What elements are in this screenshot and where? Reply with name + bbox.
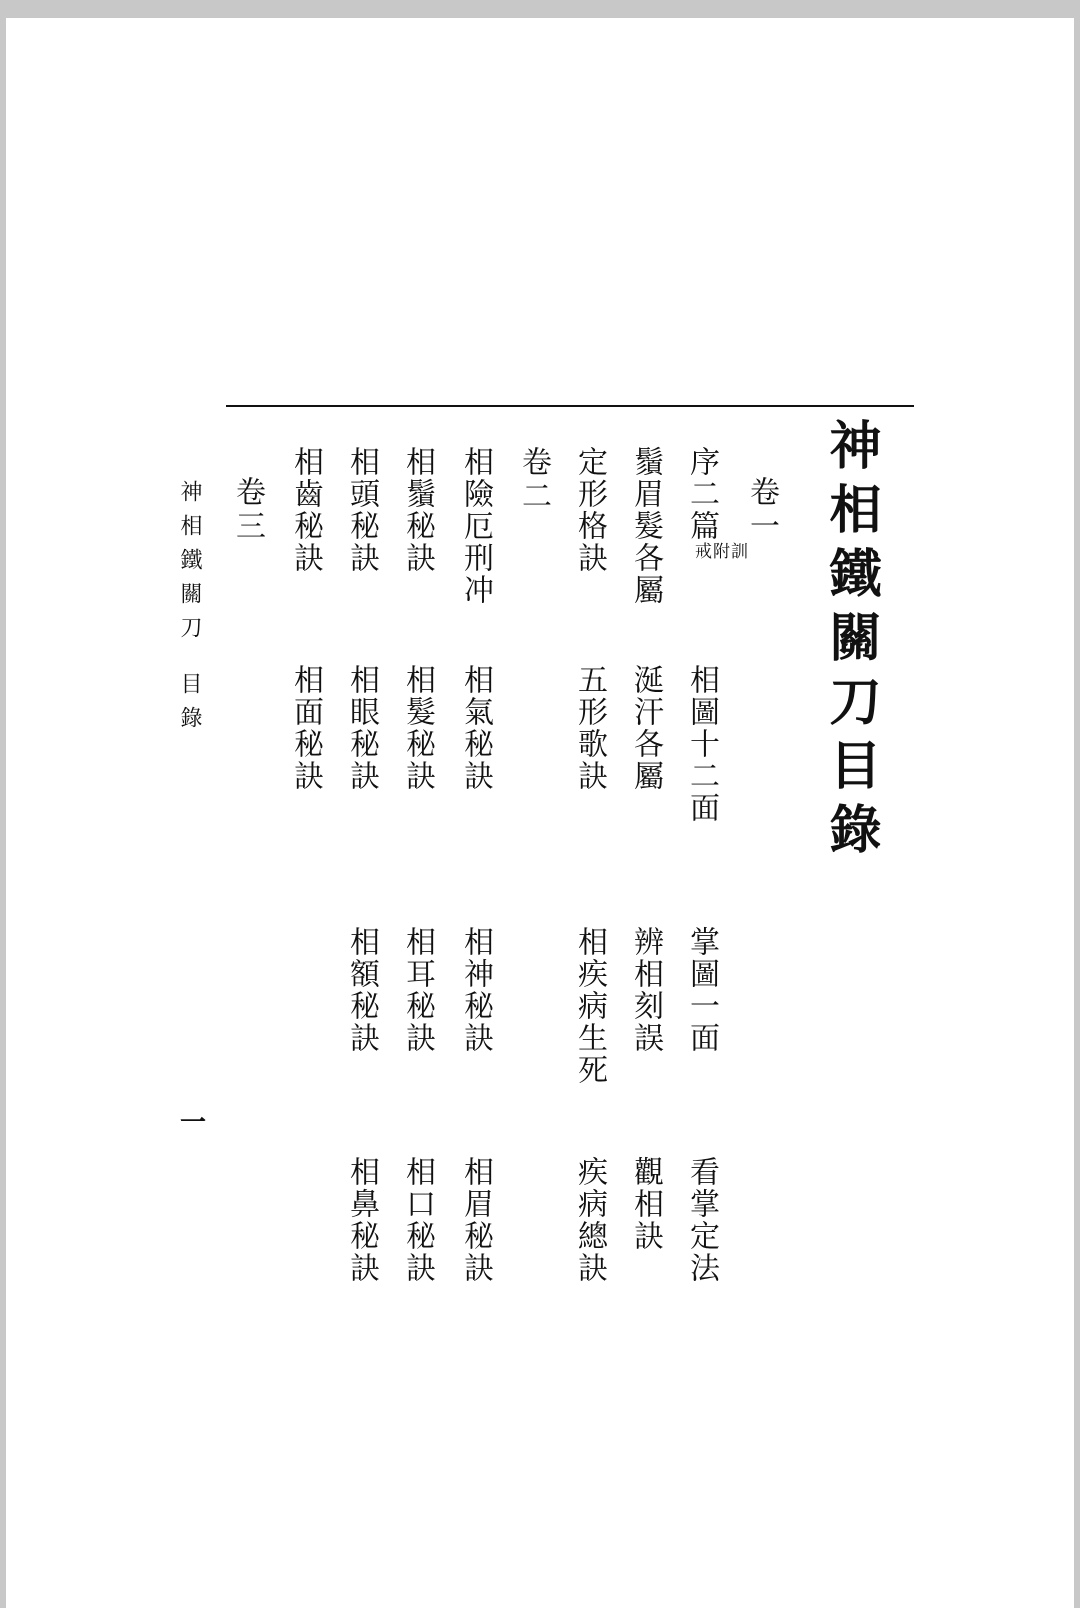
toc-entry: 相眉秘訣 [458, 1156, 493, 1284]
toc-entry-preface-text: 序二篇 [684, 446, 719, 542]
toc-entry: 相鬚秘訣 [400, 446, 435, 574]
toc-entry-preface [684, 446, 747, 561]
toc-entry: 相口秘訣 [400, 1156, 435, 1284]
toc-entry: 相神秘訣 [458, 926, 493, 1054]
volume-1-heading: 卷一 [744, 476, 779, 544]
note-char-3: 戒 [691, 542, 711, 561]
running-title-section: 目錄 [177, 672, 202, 740]
toc-entry: 辨相刻誤 [628, 926, 663, 1054]
toc-entry: 相耳秘訣 [400, 926, 435, 1054]
toc-entry: 相頭秘訣 [344, 446, 379, 574]
toc-entry: 相鼻秘訣 [344, 1156, 379, 1284]
note-char-1: 訓 [727, 542, 747, 561]
toc-entry: 掌圖一面 [684, 926, 719, 1054]
toc-entry: 相疾病生死 [572, 926, 607, 1086]
toc-entry: 疾病總訣 [572, 1156, 607, 1284]
toc-entry: 相圖十二面 [684, 664, 719, 824]
document-page [6, 18, 1074, 1608]
toc-entry: 相齒秘訣 [288, 446, 323, 574]
page-title: 神相鐵關刀目錄 [820, 418, 881, 866]
volume-2-heading: 卷二 [516, 446, 551, 514]
note-char-2: 附 [709, 542, 729, 561]
toc-entry-preface-note [692, 542, 746, 561]
toc-entry: 相眼秘訣 [344, 664, 379, 792]
toc-entry: 觀相訣 [628, 1156, 663, 1252]
volume-3-heading: 卷三 [230, 476, 265, 544]
toc-entry: 五形歌訣 [572, 664, 607, 792]
page-number: 一 [180, 1108, 207, 1138]
toc-entry: 看掌定法 [684, 1156, 719, 1284]
toc-entry: 相髮秘訣 [400, 664, 435, 792]
toc-entry: 涎汗各屬 [628, 664, 663, 792]
toc-entry: 定形格訣 [572, 446, 607, 574]
toc-entry: 相險厄刑冲 [458, 446, 493, 606]
toc-entry: 相氣秘訣 [458, 664, 493, 792]
toc-entry: 相面秘訣 [288, 664, 323, 792]
running-title-book: 神相鐵關刀 [177, 480, 202, 650]
header-rule [226, 405, 914, 407]
toc-entry: 相額秘訣 [344, 926, 379, 1054]
running-title [178, 480, 200, 740]
toc-entry: 鬚眉髮各屬 [628, 446, 663, 606]
